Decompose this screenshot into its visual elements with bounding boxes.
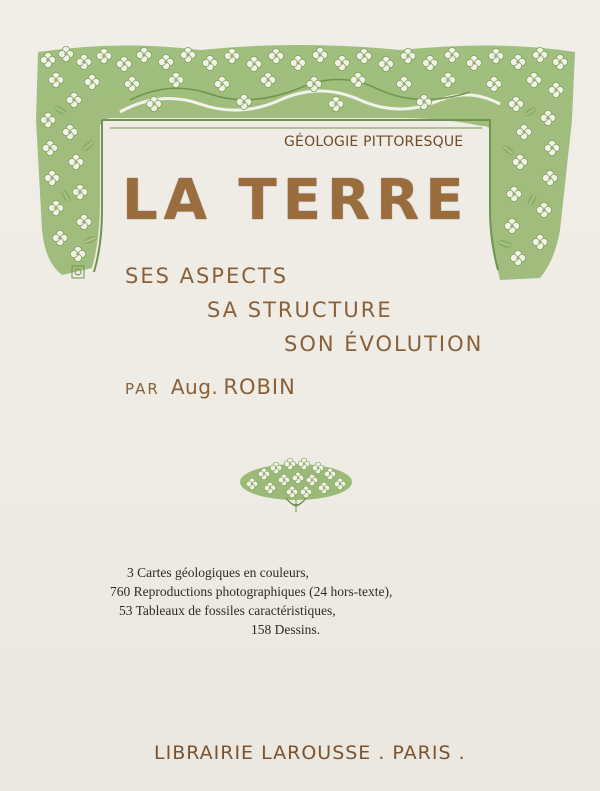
subtitle-aspects: SES ASPECTS (125, 264, 289, 288)
contents-item: 158 Dessins. (251, 622, 321, 637)
floral-vignette-ornament (236, 450, 356, 520)
publisher-imprint: LIBRAIRIE LAROUSSE . PARIS . (154, 742, 466, 764)
author-given: Aug. (170, 375, 219, 399)
contents-item: 53 Tableaux de fossiles caractéristiques, (119, 603, 336, 618)
subtitle-structure: SA STRUCTURE (207, 298, 393, 322)
book-title: LA TERRE (122, 168, 470, 233)
author-line (125, 375, 296, 399)
author-prefix: PAR (125, 380, 160, 398)
author-surname: ROBIN (223, 375, 296, 399)
floral-frame-ornament (0, 0, 600, 300)
subtitle-evolution: SON ÉVOLUTION (284, 332, 484, 356)
series-title: GÉOLOGIE PITTORESQUE (284, 134, 464, 150)
contents-item: 760 Reproductions photographiques (24 hors-texte), (110, 584, 393, 599)
contents-item: 3 Cartes géologiques en couleurs, (127, 565, 309, 580)
